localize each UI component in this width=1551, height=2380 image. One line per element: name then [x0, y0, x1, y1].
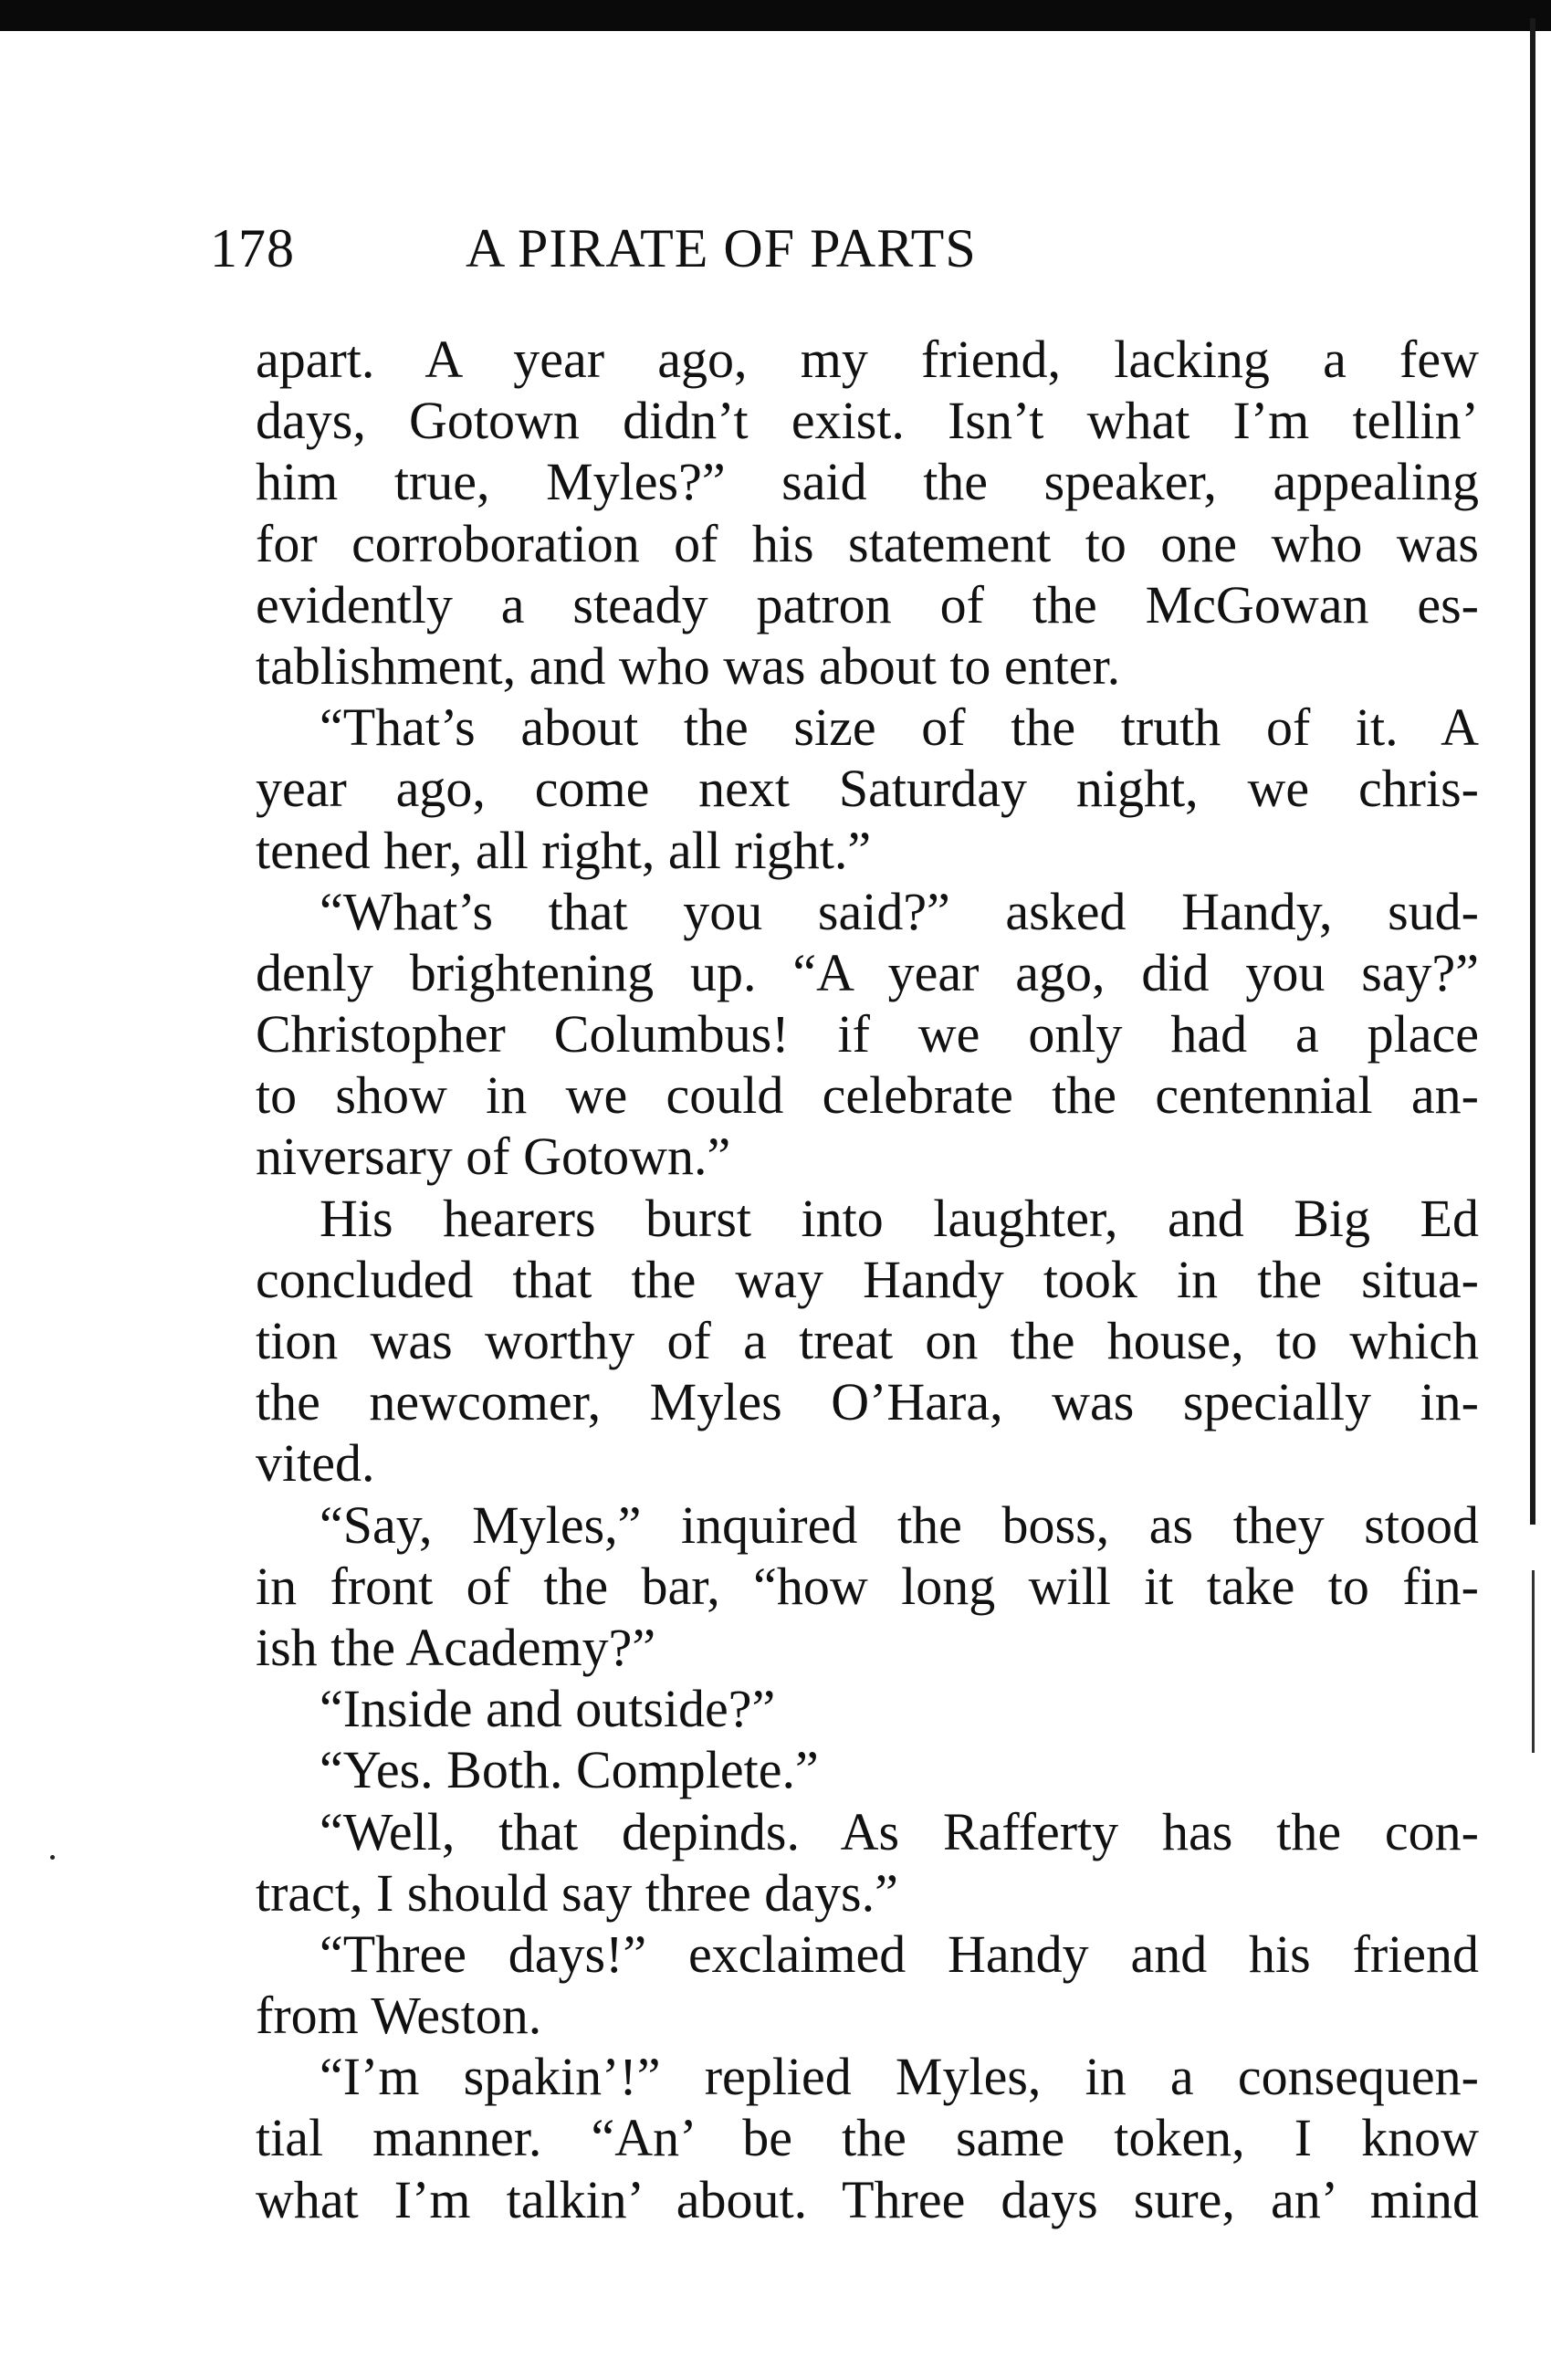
text-line: “Say, Myles,” inquired the boss, as they stood: [320, 1494, 1479, 1555]
text-line: from Weston.: [256, 1986, 542, 2046]
text-line: to show in we could celebrate the centennial an-: [256, 1065, 1479, 1126]
text-line: vited.: [256, 1433, 375, 1494]
text-line: Christopher Columbus! if we only had a place: [256, 1004, 1479, 1064]
top-border-rule: [0, 0, 1551, 31]
page-number: 178: [210, 218, 295, 278]
right-margin-rule: [1530, 18, 1535, 1525]
text-line: “I’m spakin’!” replied Myles, in a consequen-: [320, 2047, 1479, 2107]
text-line: evidently a steady patron of the McGowan es-: [256, 574, 1479, 634]
text-line: “That’s about the size of the truth of it. A: [320, 697, 1479, 758]
text-line: “Inside and outside?”: [320, 1679, 776, 1739]
text-line: tial manner. “An’ be the same token, I know: [256, 2108, 1479, 2168]
text-line: ish the Academy?”: [256, 1617, 656, 1677]
text-line: in front of the bar, “how long will it take to fin-: [256, 1556, 1479, 1616]
text-line: for corroboration of his statement to one who was: [256, 513, 1479, 573]
text-line: apart. A year ago, my friend, lacking a few: [256, 330, 1479, 389]
text-line: tract, I should say three days.”: [256, 1862, 898, 1923]
text-line: tion was worthy of a treat on the house, to which: [256, 1311, 1479, 1370]
text-line: tablishment, and who was about to enter.: [256, 635, 1121, 696]
stray-ink-dot: [50, 1855, 55, 1860]
text-line: “Well, that depinds. As Rafferty has the con-: [320, 1801, 1479, 1861]
text-line: year ago, come next Saturday night, we chris-: [256, 759, 1479, 819]
text-line: concluded that the way Handy took in the situa-: [256, 1249, 1479, 1309]
text-line: him true, Myles?” said the speaker, appealing: [256, 452, 1479, 512]
text-line: what I’m talkin’ about. Three days sure, an’ mind: [256, 2169, 1479, 2229]
text-line: “Yes. Both. Complete.”: [320, 1740, 819, 1800]
text-line: “Three days!” exclaimed Handy and his friend: [320, 1924, 1479, 1984]
text-line: days, Gotown didn’t exist. Isn’t what I’m tellin’: [256, 391, 1479, 451]
text-line: niversary of Gotown.”: [256, 1127, 731, 1187]
text-line: tened her, all right, all right.”: [256, 820, 872, 880]
right-margin-rule-lower: [1532, 1570, 1535, 1753]
text-line: “What’s that you said?” asked Handy, sud-: [320, 881, 1479, 941]
running-head: [210, 212, 1305, 285]
text-line: the newcomer, Myles O’Hara, was specially in-: [256, 1372, 1479, 1432]
body-text: [256, 329, 1479, 2230]
text-line: denly brightening up. “A year ago, did you say?”: [256, 942, 1479, 1002]
book-title: A PIRATE OF PARTS: [466, 218, 977, 278]
text-line: His hearers burst into laughter, and Big Ed: [320, 1188, 1479, 1248]
